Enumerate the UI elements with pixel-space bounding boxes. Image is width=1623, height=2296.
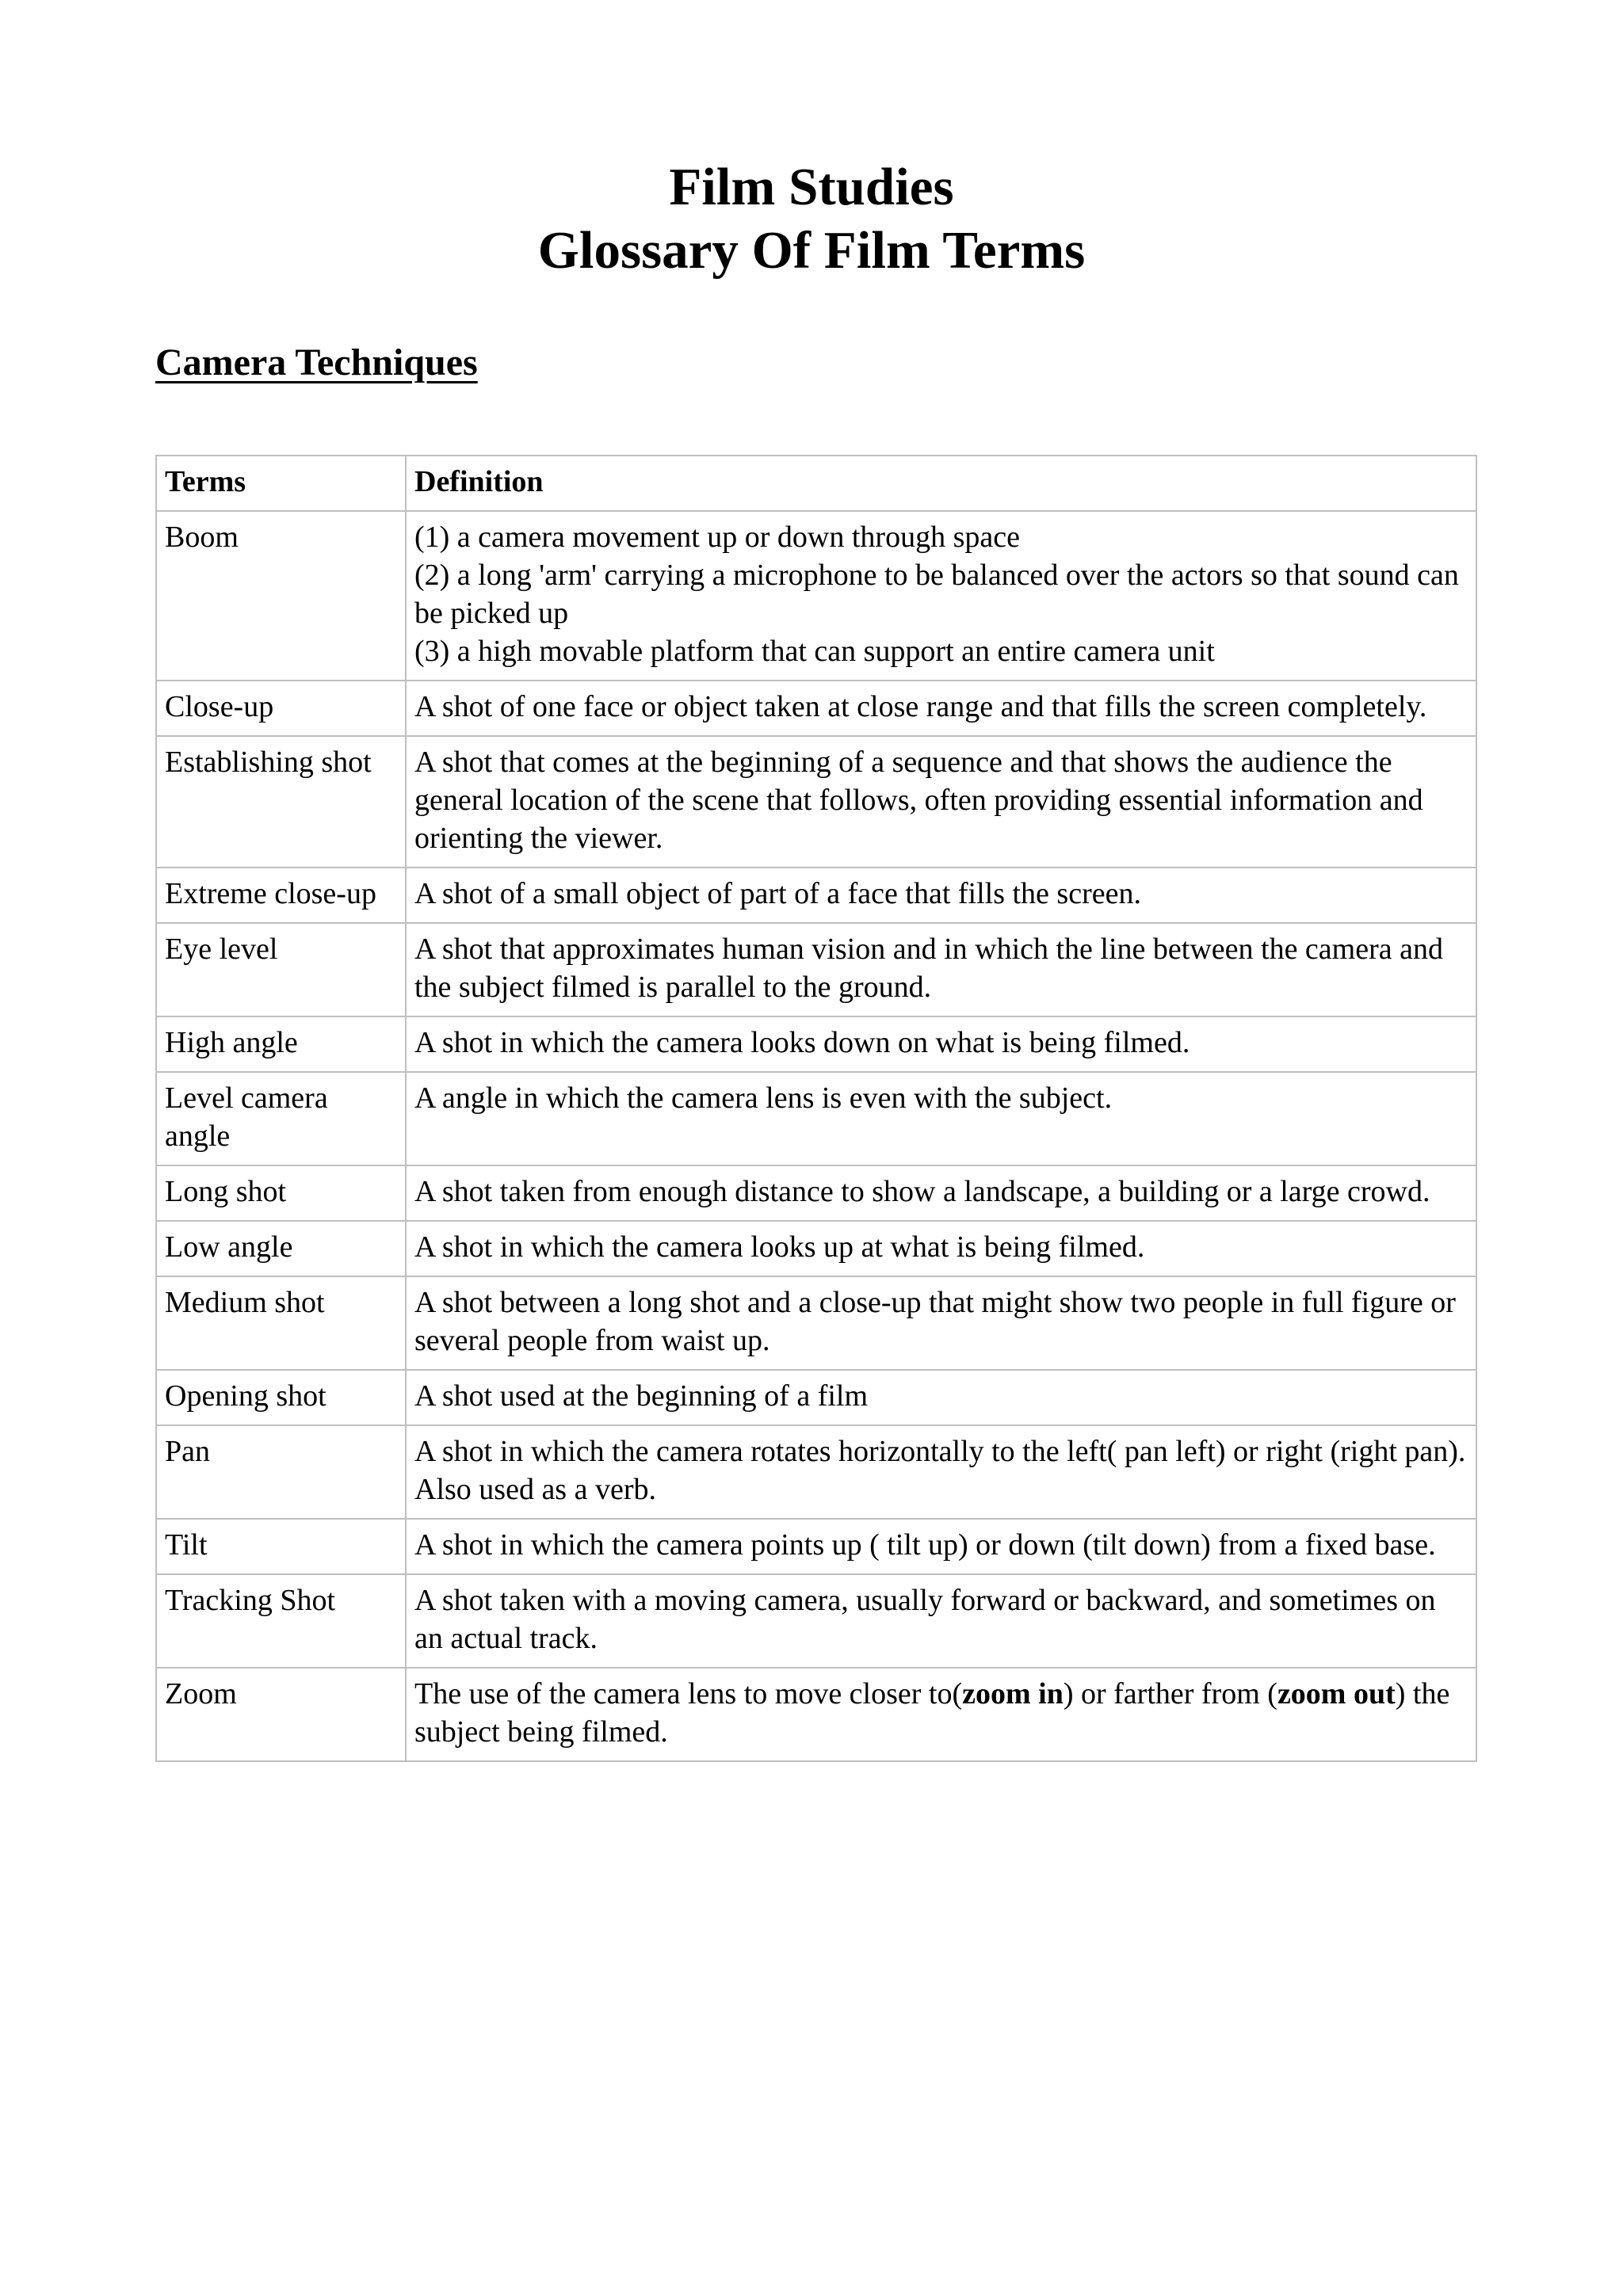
definition-cell: A shot of a small object of part of a face that fills the screen. — [406, 868, 1476, 923]
term-cell: Low angle — [156, 1221, 406, 1276]
term-cell: Medium shot — [156, 1276, 406, 1370]
definition-cell — [406, 1668, 1476, 1761]
table-row — [156, 511, 1476, 681]
definition-cell: A shot in which the camera looks down on what is being filmed. — [406, 1016, 1476, 1072]
term-cell: Eye level — [156, 923, 406, 1016]
definition-bold-text: zoom out — [1277, 1677, 1396, 1711]
definition-cell: A shot used at the beginning of a film — [406, 1370, 1476, 1425]
title-course: Film Studies — [669, 158, 954, 216]
definition-cell: A shot in which the camera points up ( tilt up) or down (tilt down) from a fixed base. — [406, 1519, 1476, 1574]
term-cell: High angle — [156, 1016, 406, 1072]
table-row — [156, 1370, 1476, 1425]
table-row — [156, 1276, 1476, 1370]
definition-cell: A angle in which the camera lens is even with the subject. — [406, 1072, 1476, 1165]
term-cell: Establishing shot — [156, 736, 406, 868]
table-row — [156, 1072, 1476, 1165]
term-cell: Opening shot — [156, 1370, 406, 1425]
term-cell: Long shot — [156, 1165, 406, 1221]
glossary-table — [155, 455, 1477, 1762]
definition-cell: A shot that comes at the beginning of a sequence and that shows the audience the general location of the scene that follows, often providing essential information and orienting the viewer. — [406, 736, 1476, 868]
term-cell: Boom — [156, 511, 406, 681]
term-cell: Level camera angle — [156, 1072, 406, 1165]
column-header-terms: Terms — [156, 456, 406, 511]
definition-cell: A shot taken from enough distance to show a landscape, a building or a large crowd. — [406, 1165, 1476, 1221]
table-header-row — [156, 456, 1476, 511]
definition-bold-text: zoom in — [962, 1677, 1064, 1711]
table-row — [156, 1016, 1476, 1072]
table-row — [156, 681, 1476, 736]
definition-text: ) the subject being filmed. — [414, 1677, 1450, 1749]
table-row — [156, 1425, 1476, 1519]
table-row — [156, 1668, 1476, 1761]
definition-text: ) or farther from ( — [1063, 1677, 1277, 1711]
term-cell: Close-up — [156, 681, 406, 736]
term-cell: Extreme close-up — [156, 868, 406, 923]
title-glossary: Glossary Of Film Terms — [537, 221, 1086, 280]
table-row — [156, 1221, 1476, 1276]
page-title — [0, 155, 1623, 282]
definition-cell: A shot in which the camera looks up at what is being filmed. — [406, 1221, 1476, 1276]
table-row — [156, 1519, 1476, 1574]
term-cell: Tracking Shot — [156, 1574, 406, 1668]
term-cell: Zoom — [156, 1668, 406, 1761]
table-row — [156, 923, 1476, 1016]
definition-cell: A shot in which the camera rotates horizontally to the left( pan left) or right (right pan). Also used as a verb. — [406, 1425, 1476, 1519]
definition-line: (2) a long 'arm' carrying a microphone to be balanced over the actors so that sound can be picked up — [414, 559, 1459, 630]
table-row — [156, 868, 1476, 923]
column-header-definition: Definition — [406, 456, 1476, 511]
definition-text: The use of the camera lens to move closer to( — [414, 1677, 963, 1711]
definition-cell: A shot that approximates human vision and in which the line between the camera and the subject filmed is parallel to the ground. — [406, 923, 1476, 1016]
definition-cell: A shot taken with a moving camera, usually forward or backward, and sometimes on an actual track. — [406, 1574, 1476, 1668]
definition-line: (3) a high movable platform that can support an entire camera unit — [414, 635, 1215, 668]
table-row — [156, 1165, 1476, 1221]
definition-line: (1) a camera movement up or down through space — [414, 521, 1020, 554]
definition-cell: A shot between a long shot and a close-up that might show two people in full figure or several people from waist up. — [406, 1276, 1476, 1370]
definition-cell — [406, 511, 1476, 681]
table-row — [156, 736, 1476, 868]
table-row — [156, 1574, 1476, 1668]
term-cell: Tilt — [156, 1519, 406, 1574]
term-cell: Pan — [156, 1425, 406, 1519]
definition-cell: A shot of one face or object taken at close range and that fills the screen completely. — [406, 681, 1476, 736]
section-heading-camera-techniques: Camera Techniques — [155, 341, 478, 383]
